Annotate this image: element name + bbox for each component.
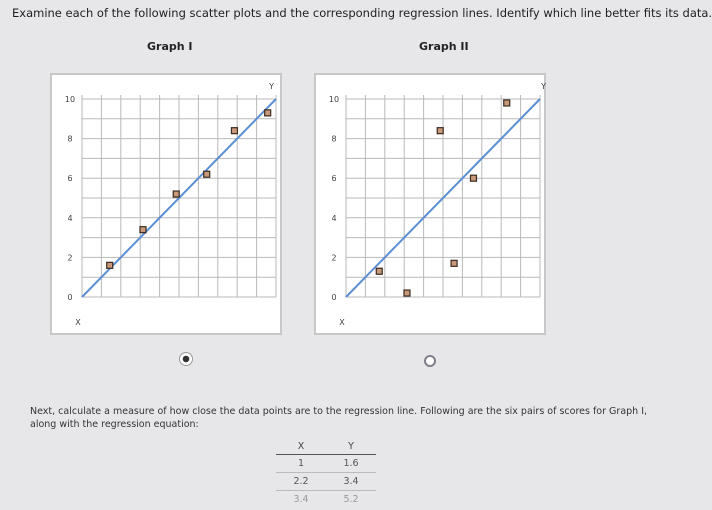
data-point — [376, 268, 382, 274]
question-prompt: Examine each of the following scatter plots and the corresponding regression lines. Identify which line better fits its data. — [12, 6, 712, 20]
graph-2-radio[interactable] — [424, 355, 436, 367]
y-axis-label: Y — [269, 82, 274, 91]
data-point — [140, 227, 146, 233]
graph-2-scatter-plot — [316, 75, 544, 333]
score-y: 3.4 — [326, 473, 376, 491]
data-point — [265, 110, 271, 116]
graph-1-panel — [50, 73, 282, 335]
data-point — [231, 128, 237, 134]
scores-table — [276, 439, 376, 508]
score-x: 1 — [276, 455, 326, 473]
y-tick-label: 4 — [67, 213, 73, 223]
data-point — [404, 290, 410, 296]
data-point — [470, 175, 476, 181]
graph-2-panel — [314, 73, 546, 335]
y-tick-label: 8 — [331, 134, 337, 144]
y-tick-label: 4 — [331, 213, 337, 223]
graph-2-title: Graph II — [419, 40, 469, 53]
y-tick-label: 6 — [331, 174, 337, 184]
data-point — [504, 100, 510, 106]
data-point — [451, 260, 457, 266]
x-axis-label: X — [75, 318, 81, 327]
next-instructions: Next, calculate a measure of how close the data points are to the regression line. Following are the six pairs of scores for Graph I, along with the regression equation: — [30, 406, 648, 430]
data-point — [204, 171, 210, 177]
y-tick-label: 0 — [67, 293, 73, 302]
score-x: 3.4 — [293, 494, 309, 505]
data-point — [107, 262, 113, 268]
y-tick-label: 0 — [331, 293, 337, 302]
scores-header-x: X — [276, 439, 326, 455]
x-axis-label: X — [339, 318, 345, 327]
score-y: 5.2 — [343, 494, 359, 505]
graph-1-scatter-plot — [52, 75, 280, 333]
y-tick-label: 8 — [67, 134, 73, 144]
table-row — [276, 455, 376, 473]
y-tick-label: 2 — [331, 253, 337, 263]
y-tick-label: 10 — [328, 95, 340, 104]
y-tick-label: 6 — [67, 174, 73, 184]
data-point — [173, 191, 179, 197]
table-row — [276, 491, 376, 509]
score-y: 1.6 — [326, 455, 376, 473]
scores-header-y: Y — [326, 439, 376, 455]
score-x: 2.2 — [276, 473, 326, 491]
y-axis-label: Y — [541, 82, 546, 91]
graph-1-title: Graph I — [147, 40, 193, 53]
scores-table-header — [276, 439, 376, 455]
graph-1-radio[interactable] — [180, 353, 192, 365]
data-point — [437, 128, 443, 134]
y-tick-label: 2 — [67, 253, 73, 263]
table-row — [276, 473, 376, 491]
y-tick-label: 10 — [64, 95, 76, 104]
